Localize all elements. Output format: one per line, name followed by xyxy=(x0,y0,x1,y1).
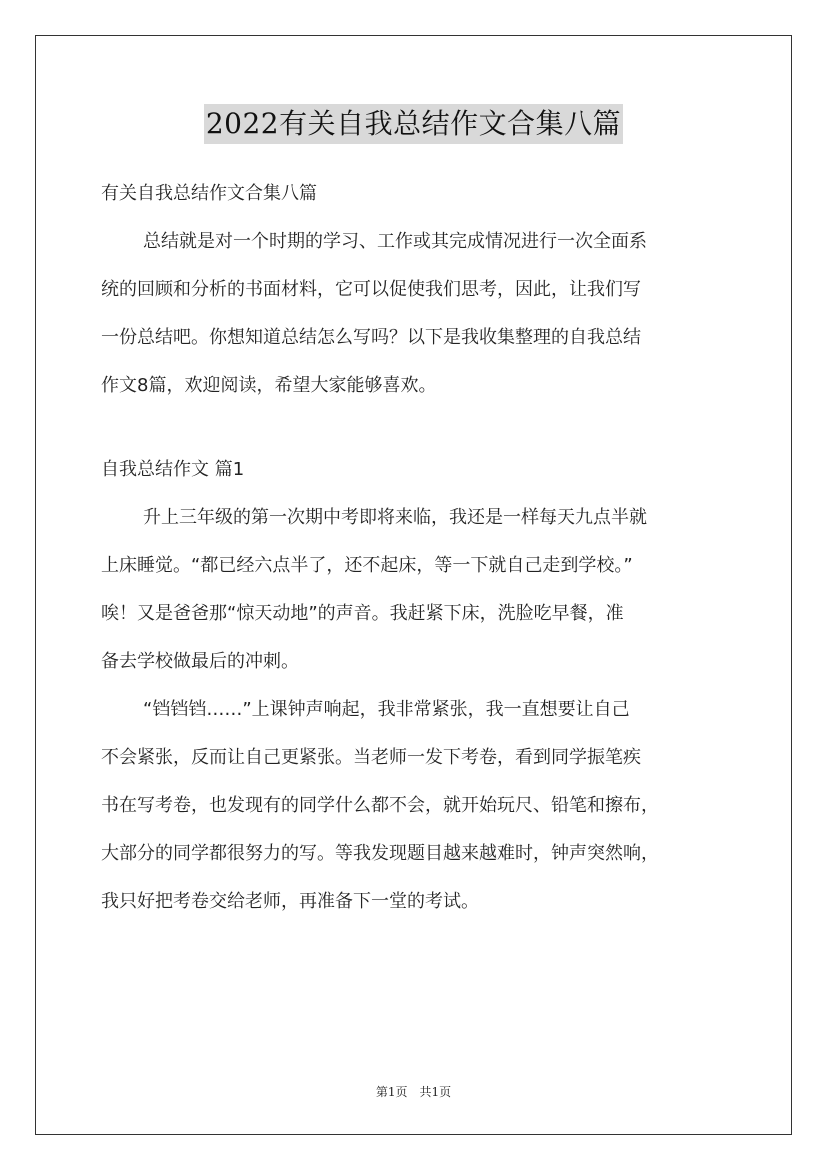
title-container xyxy=(0,104,827,144)
document-title: 2022有关自我总结作文合集八篇 xyxy=(204,104,623,144)
intro-line: 总结就是对一个时期的学习、工作或其完成情况进行一次全面系 xyxy=(143,231,647,252)
document-body xyxy=(101,176,741,920)
intro-line: 统的回顾和分析的书面材料，它可以促使我们思考，因此，让我们写 xyxy=(101,279,641,300)
paragraph-line: 备去学校做最后的冲刺。 xyxy=(101,651,299,672)
intro-paragraph xyxy=(101,224,741,404)
paragraph-line: 我只好把考卷交给老师，再准备下一堂的考试。 xyxy=(101,891,479,912)
paragraph-line: 唉！又是爸爸那“惊天动地”的声音。我赶紧下床，洗脸吃早餐，准 xyxy=(101,603,624,624)
document-subtitle: 有关自我总结作文合集八篇 xyxy=(101,183,317,204)
paragraph-line: 升上三年级的第一次期中考即将来临，我还是一样每天九点半就 xyxy=(143,507,647,528)
body-paragraph-2 xyxy=(101,692,741,920)
intro-line: 一份总结吧。你想知道总结怎么写吗？以下是我收集整理的自我总结 xyxy=(101,327,641,348)
paragraph-line: 书在写考卷，也发现有的同学什么都不会，就开始玩尺、铅笔和擦布， xyxy=(101,795,659,816)
paragraph-line: 上床睡觉。“都已经六点半了，还不起床，等一下就自己走到学校。” xyxy=(101,555,633,576)
paragraph-line: “铛铛铛……”上课钟声响起，我非常紧张，我一直想要让自己 xyxy=(143,699,630,720)
body-paragraph-1 xyxy=(101,500,741,680)
intro-line: 作文8篇，欢迎阅读，希望大家能够喜欢。 xyxy=(101,375,437,396)
paragraph-line: 不会紧张，反而让自己更紧张。当老师一发下考卷，看到同学振笔疾 xyxy=(101,747,641,768)
page-number: 第1页 共1页 xyxy=(375,1085,452,1099)
page-footer xyxy=(0,1083,827,1100)
section-heading: 自我总结作文 篇1 xyxy=(101,459,245,480)
paragraph-line: 大部分的同学都很努力的写。等我发现题目越来越难时，钟声突然响， xyxy=(101,843,659,864)
